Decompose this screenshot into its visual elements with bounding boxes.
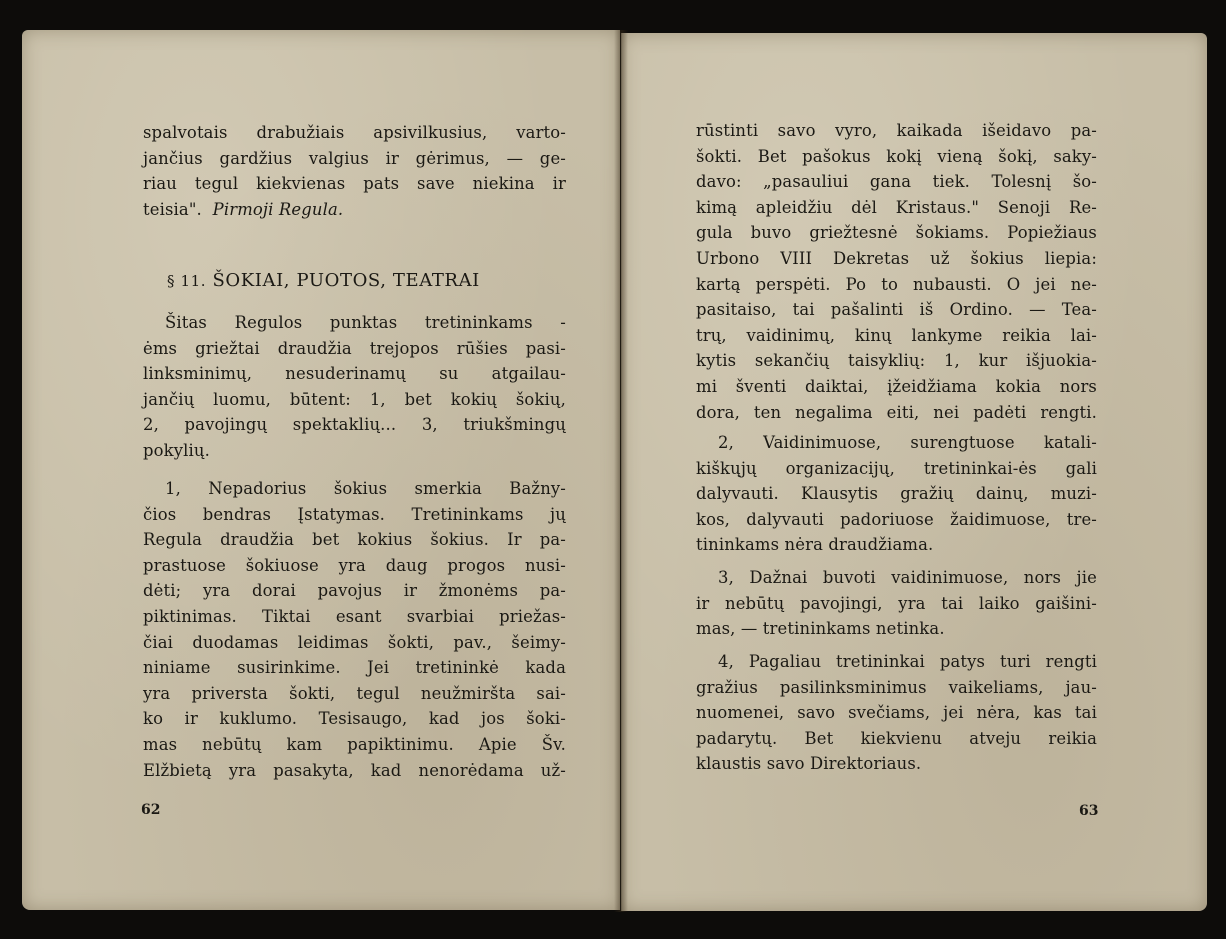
text-line: mas nebūtų kam papiktinimu. Apie Šv. (143, 734, 566, 754)
text-line: linksminimų, nesuderinamų su atgailau- (143, 364, 566, 384)
section-heading (167, 270, 480, 291)
text-line: tininkams nėra draudžiama. (696, 535, 934, 555)
quote-end-text: teisia". (143, 199, 202, 219)
text-line (143, 197, 566, 223)
text-line: jančius gardžius valgius ir gėrimus, — ge- (143, 148, 566, 168)
text-line: dėti; yra dorai pavojus ir žmonėms pa- (143, 581, 566, 601)
text-line: prastuose šokiuose yra daug progos nusi- (143, 555, 566, 575)
text-line: kos, dalyvauti padoriuose žaidimuose, tre- (696, 509, 1097, 529)
text-line: čiai duodamas leidimas šokti, pav., šeimy- (143, 632, 566, 652)
text-line: rūstinti savo vyro, kaikada išeidavo pa- (696, 121, 1097, 140)
text-line: ėms griežtai draudžia trejopos rūšies pasi- (143, 338, 566, 358)
text-line: 4, Pagaliau tretininkai patys turi rengti (718, 652, 1097, 671)
right-paragraph-1 (696, 118, 1097, 425)
text-line: šokti. Bet pašokus kokį vieną šokį, saky- (696, 146, 1097, 166)
text-line: jančių luomu, būtent: 1, bet kokių šokių, (143, 389, 566, 409)
right-paragraph-4 (696, 649, 1097, 777)
text-line: pokylių. (143, 440, 211, 460)
left-paragraph-2 (143, 476, 566, 783)
text-line: 1, Nepadorius šokius smerkia Bažny- (165, 479, 566, 498)
citation-italic: Pirmoji Regula. (212, 199, 344, 219)
text-line: spalvotais drabužiais apsivilkusius, varto- (143, 123, 566, 142)
text-line: gula buvo griežtesnė šokiams. Popiežiaus (696, 223, 1097, 243)
text-line: nuomenei, savo svečiams, jei nėra, kas tai (696, 703, 1097, 723)
text-line: gražius pasilinksminimus vaikeliams, jau- (696, 677, 1097, 697)
right-paragraph-2 (696, 430, 1097, 558)
text-line: kimą apleidžiu dėl Kristaus." Senoji Re- (696, 197, 1097, 217)
text-line: Urbono VIII Dekretas už šokius liepia: (696, 248, 1097, 268)
text-line: yra priversta šokti, tegul neužmiršta sai- (143, 683, 566, 703)
text-line: pasitaiso, tai pašalinti iš Ordino. — Tea- (696, 300, 1097, 320)
text-line: 2, Vaidinimuose, surengtuose katali- (718, 433, 1097, 452)
left-page (22, 30, 620, 910)
text-line: Regula draudžia bet kokius šokius. Ir pa- (143, 530, 566, 550)
text-line: dora, ten negalima eiti, nei padėti rengti. (696, 402, 1097, 422)
text-line: Šitas Regulos punktas tretininkams - (165, 313, 566, 332)
text-line: kiškųjų organizacijų, tretininkai-ės gali (696, 458, 1097, 478)
text-line: davo: „pasauliui gana tiek. Tolesnį šo- (696, 172, 1097, 192)
text-line: 2, pavojingų spektaklių... 3, triukšmingų (143, 415, 566, 435)
text-line: trų, vaidinimų, kinų lankyme reikia lai- (696, 325, 1097, 345)
left-top-paragraph (143, 120, 566, 222)
right-page (621, 33, 1207, 911)
text-line: 3, Dažnai buvoti vaidinimuose, nors jie (718, 568, 1097, 587)
text-line: ir nebūtų pavojingi, yra tai laiko gaišini- (696, 593, 1097, 613)
page-number-left: 62 (141, 802, 161, 818)
text-line: dalyvauti. Klausytis gražių dainų, muzi- (696, 484, 1097, 504)
left-paragraph-1 (143, 310, 566, 464)
text-line: mas, — tretininkams netinka. (696, 619, 945, 639)
text-line: piktinimas. Tiktai esant svarbiai priežas- (143, 606, 566, 626)
text-line: niniame susirinkime. Jei tretininkė kada (143, 658, 566, 678)
book-gutter (614, 30, 628, 912)
section-title: ŠOKIAI, PUOTOS, TEATRAI (212, 270, 480, 291)
text-line: Elžbietą yra pasakyta, kad nenorėdama už- (143, 760, 566, 780)
text-line: riau tegul kiekvienas pats save niekina ir (143, 174, 566, 194)
text-line: kytis sekančių taisyklių: 1, kur išjuokia- (696, 351, 1097, 371)
page-number-right: 63 (1079, 803, 1099, 819)
section-number: § 11. (167, 272, 207, 290)
text-line: ko ir kuklumo. Tesisaugo, kad jos šoki- (143, 709, 566, 729)
text-line: mi šventi daiktai, įžeidžiama kokia nors (696, 376, 1097, 396)
text-line: klaustis savo Direktoriaus. (696, 754, 922, 774)
text-line: kartą perspėti. Po to nubausti. O jei ne- (696, 274, 1097, 294)
right-paragraph-3 (696, 565, 1097, 642)
text-line: čios bendras Įstatymas. Tretininkams jų (143, 504, 566, 524)
text-line: padarytų. Bet kiekvienu atveju reikia (696, 728, 1097, 748)
